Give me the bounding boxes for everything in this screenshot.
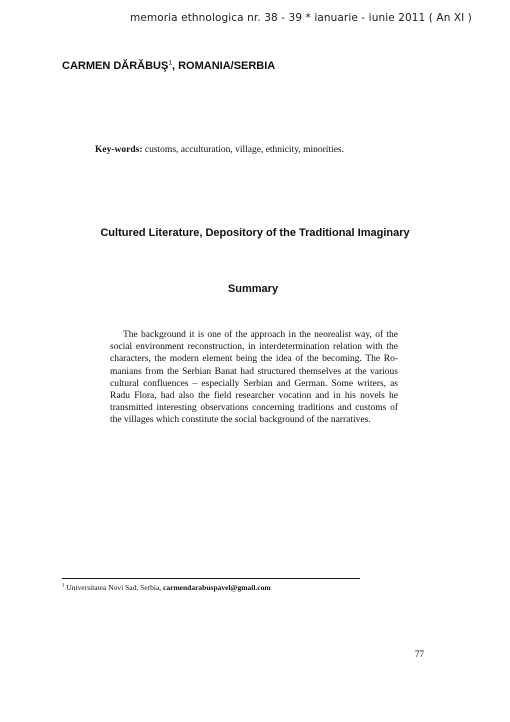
footnote-text: Universitatea Novi Sad, Serbia,: [64, 583, 164, 592]
summary-body: [110, 329, 398, 427]
footnote: [62, 583, 271, 592]
summary-line: manians from the Serbian Banat had structured themselves at the various: [110, 366, 398, 377]
page-number: 77: [415, 649, 424, 659]
author-footnote-ref[interactable]: 1: [168, 59, 172, 67]
author-name: CARMEN DĂRĂBUŞ: [62, 60, 169, 72]
summary-line: The background it is one of the approach in the neorealist way, of the: [123, 330, 398, 340]
running-header: memoria ethnologica nr. 38 - 39 * ianuarie - iunie 2011 ( An XI ): [130, 12, 473, 24]
summary-line: characters, the modern element being the idea of the becoming. The Ro-: [110, 354, 398, 365]
keywords-label: Key-words:: [95, 145, 143, 155]
author-line: [62, 60, 275, 72]
summary-line: Radu Flora, had also the field researcher vocation and in his novels he: [110, 390, 398, 401]
summary-line: the villages which constitute the social background of the narratives.: [110, 415, 371, 426]
footnote-marker: 1: [62, 583, 65, 589]
summary-line: transmitted interesting observations concerning traditions and customs of: [110, 403, 398, 414]
author-affiliation: , ROMANIA/SERBIA: [171, 60, 276, 72]
keywords-text: customs, acculturation, village, ethnicity, minorities.: [142, 145, 344, 155]
summary-heading: Summary: [227, 283, 279, 295]
summary-line: cultural confluences – especially Serbian and German. Some writers, as: [110, 378, 398, 389]
footnote-separator: [62, 578, 360, 579]
footnote-email-link[interactable]: carmendarabuspavel@gmail.com: [163, 583, 271, 592]
keywords: [95, 145, 344, 155]
article-title: Cultured Literature, Depository of the Traditional Imaginary: [100, 227, 410, 239]
summary-line: social environment reconstruction, in interdetermination relation with the: [110, 342, 398, 353]
